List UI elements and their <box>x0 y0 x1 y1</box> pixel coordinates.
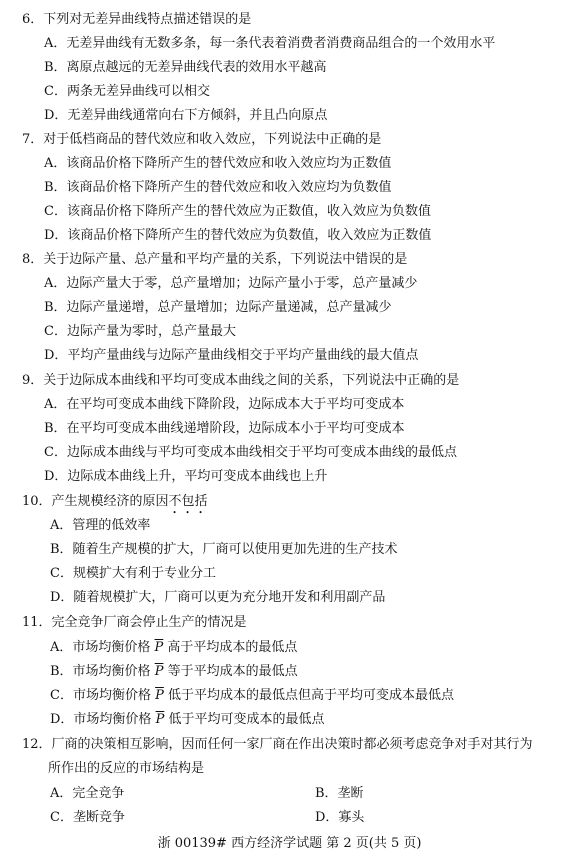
question-11-option-c <box>50 688 454 704</box>
question-9-option-b: B．在平均可变成本曲线递增阶段，边际成本小于平均可变成本 <box>44 421 405 436</box>
question-9-stem: 9．关于边际成本曲线和平均可变成本曲线之间的关系，下列说法中正确的是 <box>22 373 460 388</box>
question-6-option-d: D．无差异曲线通常向右下方倾斜，并且凸向原点 <box>44 108 328 123</box>
question-6-option-a: A．无差异曲线有无数多条，每一条代表着消费者消费商品组合的一个效用水平 <box>44 36 496 51</box>
question-8-option-c: C．边际产量为零时，总产量最大 <box>44 324 236 339</box>
question-6-stem: 6．下列对无差异曲线特点描述错误的是 <box>22 12 252 27</box>
question-7-option-c: C．该商品价格下降所产生的替代效应为正数值，收入效应为负数值 <box>44 204 431 219</box>
question-8-option-d: D．平均产量曲线与边际产量曲线相交于平均产量曲线的最大值点 <box>44 348 419 363</box>
question-9-option-d: D．边际成本曲线上升，平均可变成本曲线也上升 <box>44 469 328 484</box>
question-12-option-a: A．完全竞争 <box>50 786 125 801</box>
question-11-stem: 11．完全竞争厂商会停止生产的情况是 <box>22 615 247 630</box>
question-7-option-a: A．该商品价格下降所产生的替代效应和收入效应均为正数值 <box>44 156 392 171</box>
question-9-option-a: A．在平均可变成本曲线下降阶段，边际成本大于平均可变成本 <box>44 397 405 412</box>
question-11-option-b <box>50 664 298 680</box>
price-symbol: $\overline{P}$ <box>155 688 164 703</box>
question-7-option-d: D．该商品价格下降所产生的替代效应为负数值，收入效应为正数值 <box>44 228 432 243</box>
question-12-stem-line2: 所作出的反应的市场结构是 <box>48 761 205 776</box>
option-text: A．市场均衡价格 <box>50 640 151 655</box>
question-8-stem: 8．关于边际产量、总产量和平均产量的关系，下列说法中错误的是 <box>22 252 408 267</box>
question-10-option-c: C．规模扩大有利于专业分工 <box>50 566 216 581</box>
question-12-option-b: B．垄断 <box>315 786 364 801</box>
page-footer: 浙 00139# 西方经济学试题 第 2 页(共 5 页) <box>157 836 422 851</box>
question-9-option-c: C．边际成本曲线与平均可变成本曲线相交于平均可变成本曲线的最低点 <box>44 445 457 460</box>
question-8-option-b: B．边际产量递增，总产量增加；边际产量递减，总产量减少 <box>44 300 392 315</box>
question-11-option-a <box>50 640 297 656</box>
question-8-option-a: A．边际产量大于零，总产量增加；边际产量小于零，总产量减少 <box>44 276 418 291</box>
question-7-option-b: B．该商品价格下降所产生的替代效应和收入效应均为负数值 <box>44 180 392 195</box>
option-text: D．市场均衡价格 <box>50 712 152 727</box>
price-symbol: $\overline{P}$ <box>154 640 164 655</box>
question-10-stem <box>22 494 208 517</box>
question-6-option-c: C．两条无差异曲线可以相交 <box>44 84 210 99</box>
price-symbol: $\overline{P}$ <box>155 712 165 727</box>
question-10-emphasis: 不包括 <box>168 494 208 509</box>
question-12-option-c: C．垄断竞争 <box>50 810 125 825</box>
question-7-stem: 7．对于低档商品的替代效应和收入效应，下列说法中正确的是 <box>22 132 382 147</box>
question-10-option-d: D．随着规模扩大，厂商可以更为充分地开发和利用副产品 <box>50 590 386 605</box>
question-10-stem-text: 10．产生规模经济的原因 <box>22 494 169 509</box>
question-6-option-b: B．离原点越远的无差异曲线代表的效用水平越高 <box>44 60 327 75</box>
question-10-option-a: A．管理的低效率 <box>50 518 151 533</box>
price-symbol: $\overline{P}$ <box>154 664 164 679</box>
option-text: C．市场均衡价格 <box>50 688 151 703</box>
option-text: 低于平均可变成本的最低点 <box>168 712 325 727</box>
question-12-option-d: D．寡头 <box>315 810 365 825</box>
option-text: 高于平均成本的最低点 <box>167 640 298 655</box>
question-12-stem-line1: 12．厂商的决策相互影响，因而任何一家厂商在作出决策时都必须考虑竞争对手对其行为 <box>22 737 533 752</box>
question-11-option-d <box>50 712 324 728</box>
option-text: 等于平均成本的最低点 <box>167 664 298 679</box>
option-text: B．市场均衡价格 <box>50 664 151 679</box>
question-10-option-b: B．随着生产规模的扩大，厂商可以使用更加先进的生产技术 <box>50 542 398 557</box>
option-text: 低于平均成本的最低点但高于平均可变成本最低点 <box>167 688 454 703</box>
